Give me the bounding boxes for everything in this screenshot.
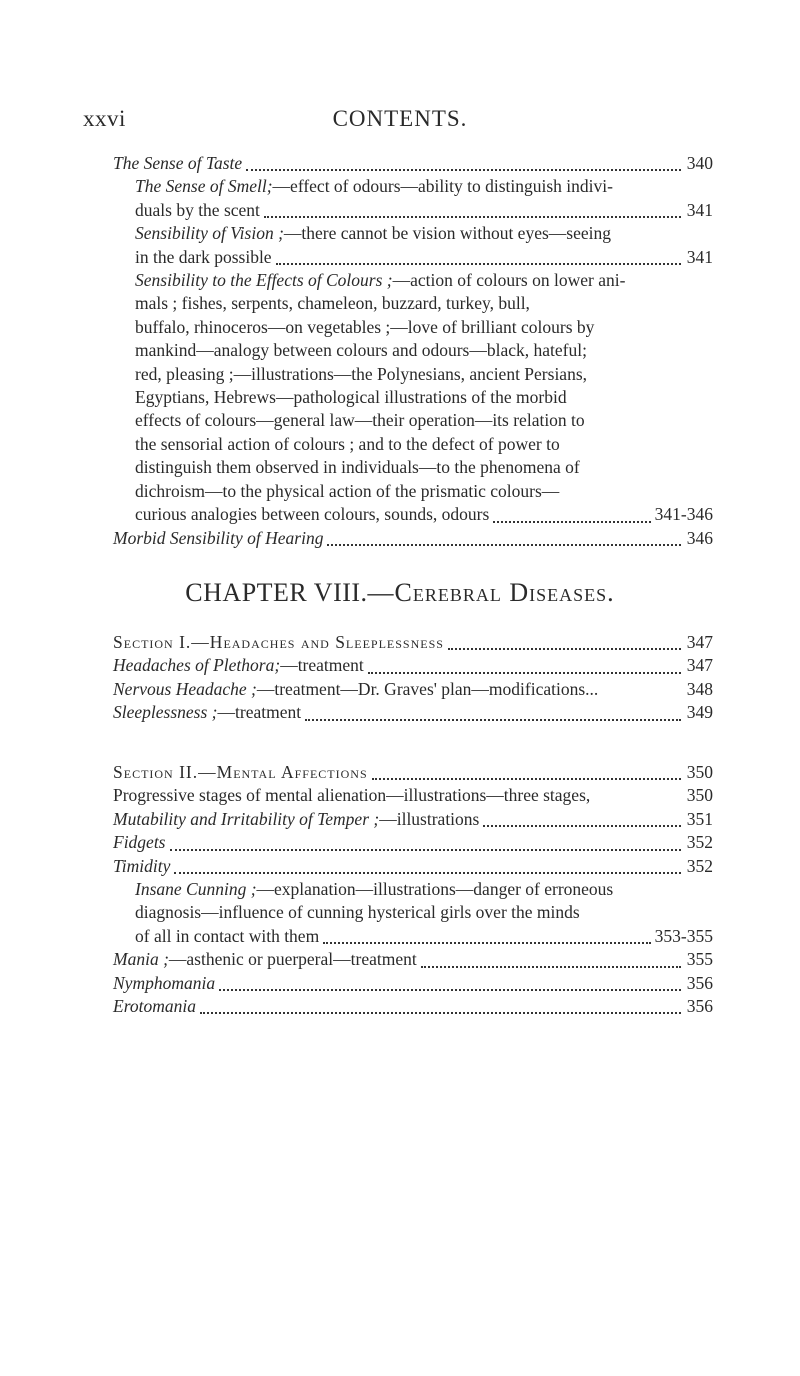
toc-entry[interactable] — [113, 972, 713, 995]
entry-line: mals ; fishes, serpents, chameleon, buzzard, turkey, bull, — [135, 293, 530, 314]
toc-entry[interactable] — [113, 527, 713, 550]
contents-block-senses — [113, 152, 713, 550]
section-heading[interactable] — [113, 761, 713, 784]
dot-leader — [276, 257, 681, 265]
entry-continuation: duals by the scent — [135, 199, 260, 220]
entry-title: Headaches of Plethora; — [113, 655, 281, 676]
page-ref: 340 — [686, 153, 713, 173]
page-ref: 355 — [686, 949, 713, 970]
dot-leader — [305, 713, 681, 721]
page-ref: 356 — [686, 996, 713, 1017]
page-ref: 351 — [686, 808, 713, 829]
entry-continuation: in the dark possible — [135, 246, 272, 267]
entry-line: mankind—analogy between colours and odours—black, hateful; — [135, 340, 587, 361]
toc-entry[interactable] — [113, 878, 713, 948]
dot-leader — [246, 163, 681, 171]
page-ref: 353-355 — [654, 925, 713, 946]
entry-description: —treatment — [280, 655, 364, 676]
entry-title: Mutability and Irritability of Temper ; — [113, 808, 380, 829]
dot-leader — [200, 1006, 681, 1014]
chapter-heading — [0, 578, 800, 608]
toc-entry[interactable] — [113, 654, 713, 677]
entry-title: Sensibility to the Effects of Colours ; — [135, 270, 393, 291]
page-ref: 341 — [686, 199, 713, 220]
page-ref: 350 — [686, 762, 713, 782]
page-ref: 349 — [686, 702, 713, 723]
entry-description: Progressive stages of mental alienation—illustrations—three stages, — [113, 785, 591, 806]
entry-line: Egyptians, Hebrews—pathological illustrations of the morbid — [135, 387, 567, 408]
entry-description: —treatment—Dr. Graves' plan—modifications... — [256, 678, 599, 699]
entry-line: dichroism—to the physical action of the prismatic colours— — [135, 480, 560, 501]
page-ref: 341 — [686, 246, 713, 267]
toc-entry[interactable] — [113, 995, 713, 1018]
entry-title: The Sense of Smell; — [135, 176, 273, 197]
toc-entry[interactable] — [113, 701, 713, 724]
page-ref: 347 — [686, 655, 713, 676]
page-ref: 341-346 — [654, 504, 713, 525]
section-heading[interactable] — [113, 631, 713, 654]
entry-line: buffalo, rhinoceros—on vegetables ;—love of brilliant colours by — [135, 316, 595, 337]
toc-entry[interactable] — [113, 222, 713, 269]
entry-line: diagnosis—influence of cunning hysterical girls over the minds — [135, 902, 580, 923]
page-ref: 347 — [686, 632, 713, 652]
page-ref: 346 — [686, 527, 713, 548]
entry-title: Mania ; — [113, 949, 169, 970]
entry-title: Insane Cunning ; — [135, 879, 257, 900]
page-ref: 348 — [686, 678, 713, 699]
entry-title: Nervous Headache ; — [113, 678, 257, 699]
toc-entry[interactable] — [113, 784, 713, 807]
dot-leader — [483, 819, 681, 827]
dot-leader — [323, 936, 650, 944]
entry-title: Sleeplessness ; — [113, 702, 218, 723]
page-ref: 352 — [686, 832, 713, 853]
dot-leader — [219, 983, 681, 991]
page-title: CONTENTS. — [332, 106, 468, 131]
toc-entry[interactable] — [113, 948, 713, 971]
entry-continuation: curious analogies between colours, sounds, odours — [135, 504, 490, 525]
entry-line: red, pleasing ;—illustrations—the Polynesians, ancient Persians, — [135, 363, 588, 384]
dot-leader — [170, 843, 682, 851]
toc-entry[interactable] — [113, 678, 713, 701]
dot-leader — [448, 642, 681, 650]
entry-line: the sensorial action of colours ; and to the defect of power to — [135, 433, 560, 454]
entry-continuation: of all in contact with them — [135, 925, 320, 946]
running-head — [0, 106, 800, 136]
entry-description: —explanation—illustrations—danger of erroneous — [256, 879, 614, 900]
section-title: Section II.—Mental Affections — [113, 762, 368, 782]
entry-line: effects of colours—general law—their operation—its relation to — [135, 410, 585, 431]
toc-entry[interactable] — [113, 269, 713, 526]
section-title: Section I.—Headaches and Sleeplessness — [113, 632, 444, 652]
dot-leader — [372, 772, 681, 780]
toc-entry[interactable] — [113, 855, 713, 878]
page-number: xxvi — [83, 106, 126, 131]
page-ref: 350 — [686, 785, 713, 806]
section-one — [113, 631, 713, 725]
chapter-number: CHAPTER VIII. — [185, 578, 368, 607]
entry-title: The Sense of Taste — [113, 153, 243, 173]
dot-leader — [421, 960, 681, 968]
toc-entry[interactable] — [113, 831, 713, 854]
chapter-title: —Cerebral Diseases. — [367, 578, 615, 607]
entry-title: Morbid Sensibility of Hearing — [113, 527, 324, 548]
dot-leader — [368, 666, 681, 674]
page-ref: 356 — [686, 972, 713, 993]
dot-leader — [493, 515, 650, 523]
dot-leader — [264, 210, 681, 218]
entry-title: Fidgets — [113, 832, 166, 853]
entry-title: Sensibility of Vision ; — [135, 223, 284, 244]
page-ref: 352 — [686, 855, 713, 876]
entry-title: Timidity — [113, 855, 171, 876]
section-two — [113, 761, 713, 1018]
entry-description: —illustrations — [379, 808, 480, 829]
entry-description: —there cannot be vision without eyes—seeing — [283, 223, 611, 244]
entry-line: distinguish them observed in individuals—to the phenomena of — [135, 457, 580, 478]
entry-description: —asthenic or puerperal—treatment — [168, 949, 417, 970]
entry-title: Nymphomania — [113, 972, 216, 993]
dot-leader — [174, 866, 681, 874]
toc-entry[interactable] — [113, 808, 713, 831]
dot-leader — [327, 538, 681, 546]
entry-title: Erotomania — [113, 996, 196, 1017]
entry-description: —action of colours on lower ani- — [392, 270, 626, 291]
toc-entry[interactable] — [113, 175, 713, 222]
entry-description: —effect of odours—ability to distinguish indivi- — [272, 176, 613, 197]
entry-description: —treatment — [217, 702, 302, 723]
toc-entry[interactable] — [113, 152, 713, 175]
